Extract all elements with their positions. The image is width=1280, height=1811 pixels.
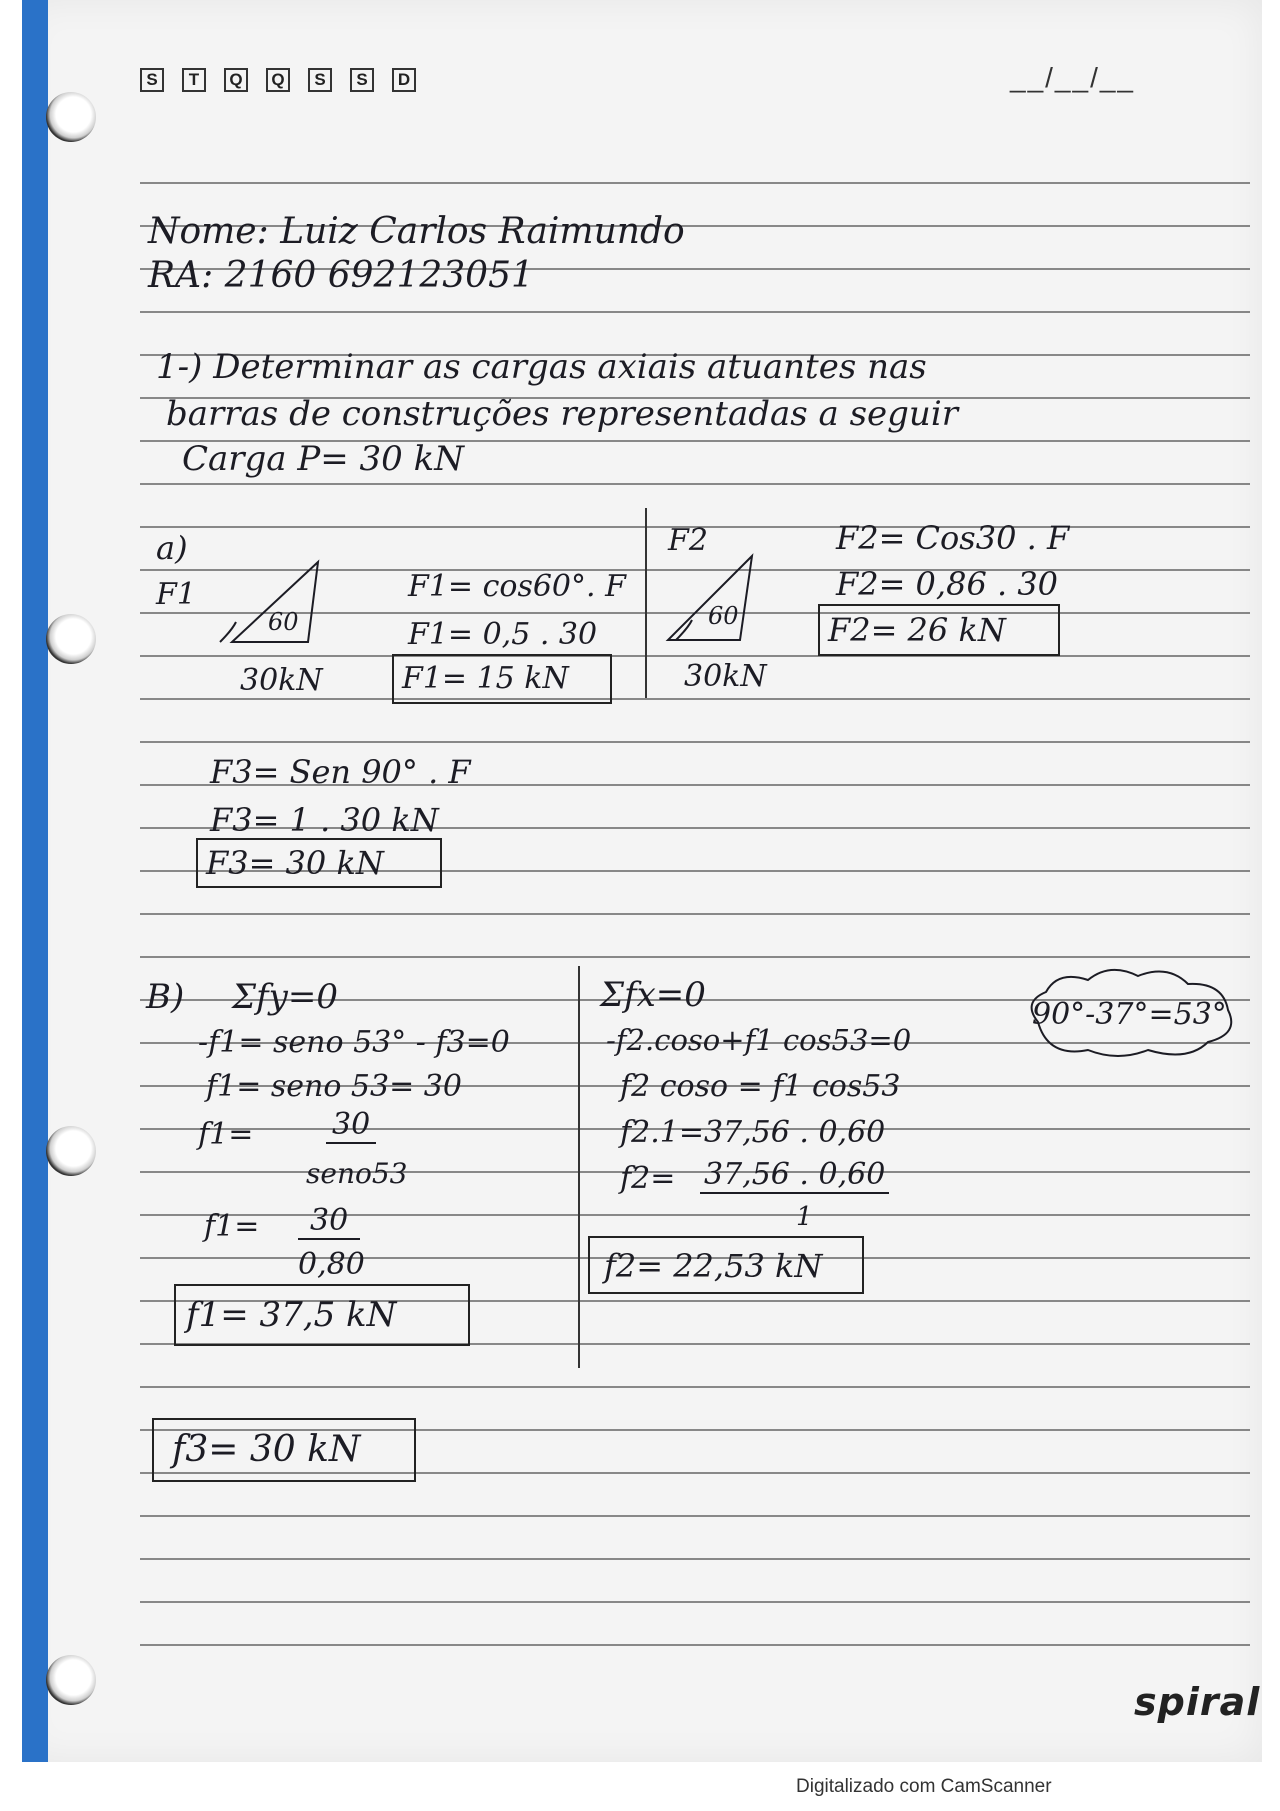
column-divider [578,966,580,1368]
fx-equation-4-den: 1 [796,1202,813,1232]
fy-equation-3-lhs: f1= [198,1117,254,1152]
student-ra: RA: 2160 692123051 [148,255,534,296]
f2-equation-1: F2= Cos30 . F [836,519,1070,557]
f1-equation-1: F1= cos60°. F [408,569,626,604]
weekday-box: Q [266,68,290,92]
f2-result: F2= 26 kN [828,611,1006,649]
f3-equation-1: F3= Sen 90° . F [210,753,471,791]
weekday-box: T [182,68,206,92]
part-a-label: a) [156,529,188,567]
f1-load: 30kN [240,663,323,698]
f3-result-b: f3= 30 kN [172,1429,361,1470]
weekday-boxes [140,68,416,92]
fx-equation-1: -f2.coso+f1 cos53=0 [606,1023,912,1057]
fy-equation-3-num: 30 [326,1110,376,1144]
weekday-box: D [392,68,416,92]
spiral-logo: spiral [1134,1680,1261,1724]
fy-equation-1: -f1= seno 53° - f3=0 [198,1025,510,1060]
sum-fx: Σfx=0 [600,975,706,1015]
f1-equation-2: F1= 0,5 . 30 [408,617,598,652]
binder-hole [46,1655,96,1705]
fy-equation-4-lhs: f1= [204,1209,260,1244]
f2-equation-2: F2= 0,86 . 30 [836,565,1059,603]
fx-equation-2: f2 coso = f1 cos53 [620,1069,901,1104]
f1-angle: 60 [268,608,299,636]
f1-label: F1 [156,577,196,612]
fx-equation-3: f2.1=37,56 . 0,60 [620,1115,886,1150]
weekday-box: Q [224,68,248,92]
fy-equation-4-den: 0,80 [298,1247,365,1282]
column-divider [645,508,647,698]
f3-result: F3= 30 kN [206,844,384,882]
f2-angle: 60 [708,602,739,630]
f1-result: F1= 15 kN [402,661,569,696]
fy-equation-4-num: 30 [298,1206,360,1240]
question-line-3: Carga P= 30 kN [182,439,464,479]
f2-result-b: f2= 22,53 kN [604,1247,823,1285]
f2-load: 30kN [684,659,767,694]
fy-equation-3-den: seno53 [306,1157,408,1190]
fx-equation-4-lhs: f2= [620,1161,676,1196]
f3-equation-2: F3= 1 . 30 kN [210,801,439,839]
binder-hole [46,1126,96,1176]
binder-hole [46,92,96,142]
binder-hole [46,614,96,664]
sum-fy: Σfy=0 [232,977,338,1017]
fy-equation-2: f1= seno 53= 30 [206,1069,462,1104]
weekday-box: S [350,68,374,92]
weekday-box: S [308,68,332,92]
f1-result-b: f1= 37,5 kN [186,1295,397,1335]
question-line-1: 1-) Determinar as cargas axiais atuantes nas [156,347,927,387]
scanner-footer: Digitalizado com CamScanner [796,1776,1052,1797]
question-line-2: barras de construções representadas a seguir [166,394,958,434]
f2-label: F2 [668,523,708,558]
date-field: __/__/__ [1010,62,1135,93]
angle-note: 90°-37°=53° [1032,997,1227,1032]
student-name: Nome: Luiz Carlos Raimundo [148,211,685,252]
part-b-label: B) [146,977,185,1017]
fx-equation-4-num: 37,56 . 0,60 [700,1160,889,1194]
weekday-box: S [140,68,164,92]
